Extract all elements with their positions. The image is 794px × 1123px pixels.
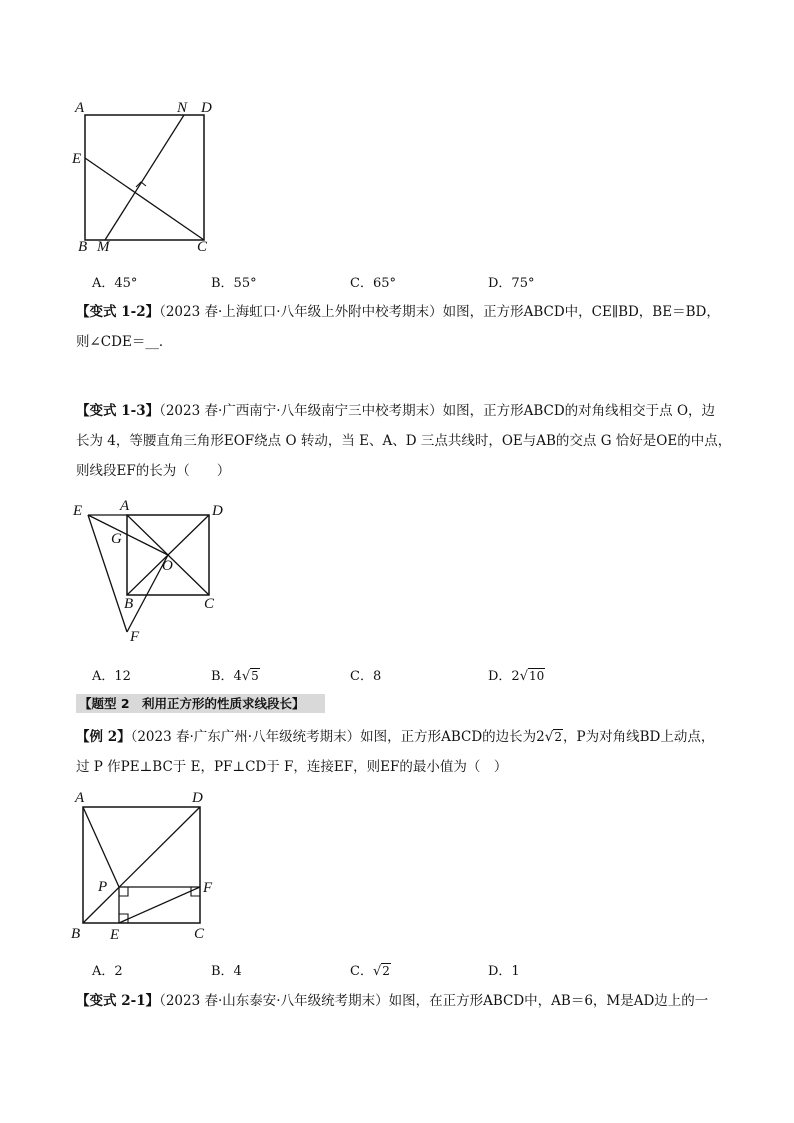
variant-1-2-text: （2023 春·上海虹口·八年级上外附中校考期末）如图，正方形ABCD中，CE∥BD，BE＝BD， bbox=[159, 304, 720, 320]
radical: √2 bbox=[372, 964, 390, 979]
variant-1-3-tag: 【变式 1-3】 bbox=[76, 403, 160, 419]
radicand: 2 bbox=[554, 730, 562, 744]
option-d bbox=[488, 665, 545, 684]
label-D: D bbox=[212, 503, 223, 519]
radicand: 2 bbox=[382, 964, 390, 978]
variant-1-3-text: （2023 春·广西南宁·八年级南宁三中校考期末）如图，正方形ABCD的对角线相交于点 O，边 bbox=[159, 403, 716, 419]
option-a: A．2 bbox=[92, 964, 123, 979]
figure-square-3 bbox=[70, 786, 230, 946]
example-2-line1 bbox=[76, 728, 714, 746]
option-d-text: D．2 bbox=[488, 669, 520, 684]
label-C: C bbox=[197, 239, 208, 255]
variant-1-2-line1 bbox=[76, 303, 720, 321]
label-C: C bbox=[194, 926, 205, 942]
label-B: B bbox=[71, 926, 81, 942]
variant-2-1-text: （2023 春·山东泰安·八年级统考期末）如图，在正方形ABCD中，AB＝6，M是AD边上的一 bbox=[159, 993, 709, 1009]
section-heading: 【题型 2 利用正方形的性质求线段长】 bbox=[76, 694, 325, 713]
radical: √10 bbox=[519, 669, 545, 684]
figure-square-1 bbox=[70, 96, 240, 256]
option-b: B．4 bbox=[211, 964, 242, 979]
radical: √2 bbox=[544, 729, 562, 745]
label-D: D bbox=[192, 790, 203, 806]
label-P: P bbox=[98, 879, 108, 895]
variant-1-3-line3: 则线段EF的长为（ ） bbox=[76, 463, 231, 479]
option-d: D．75° bbox=[488, 276, 535, 291]
variant-1-2-tag: 【变式 1-2】 bbox=[76, 304, 160, 320]
label-N: N bbox=[177, 100, 188, 116]
label-A: A bbox=[75, 790, 85, 806]
label-C: C bbox=[204, 596, 215, 612]
option-d: D．1 bbox=[488, 964, 520, 979]
radicand: 5 bbox=[251, 669, 259, 683]
label-F: F bbox=[203, 880, 213, 896]
variant-2-1-line1 bbox=[76, 992, 708, 1010]
label-M: M bbox=[97, 239, 110, 255]
label-A: A bbox=[120, 498, 130, 514]
variant-1-3-line2: 长为 4，等腰直角三角形EOF绕点 O 转动，当 E、A、D 三点共线时，OE与AB的交点 G 恰好是OE的中点， bbox=[76, 433, 732, 449]
variant-2-1-tag: 【变式 2-1】 bbox=[76, 993, 160, 1009]
label-D: D bbox=[201, 100, 212, 116]
option-c: C．8 bbox=[350, 669, 382, 684]
label-E: E bbox=[73, 503, 83, 519]
example-2-tag: 【例 2】 bbox=[76, 729, 131, 745]
option-a: A．12 bbox=[92, 669, 131, 684]
option-c bbox=[350, 960, 391, 979]
option-c-text: C． bbox=[350, 964, 373, 979]
example-2-text-a: （2023 春·广东广州·八年级统考期末）如图，正方形ABCD的边长为2 bbox=[130, 729, 545, 745]
example-2-line2: 过 P 作PE⊥BC于 E，PF⊥CD于 F，连接EF，则EF的最小值为（ ） bbox=[76, 759, 508, 775]
option-b-text: B．4 bbox=[211, 669, 242, 684]
variant-1-3-line1 bbox=[76, 402, 715, 420]
label-F: F bbox=[130, 629, 140, 645]
option-b: B．55° bbox=[211, 276, 257, 291]
label-E: E bbox=[72, 151, 82, 167]
label-O: O bbox=[162, 558, 173, 574]
option-b bbox=[211, 665, 260, 684]
label-B: B bbox=[124, 596, 134, 612]
radicand: 10 bbox=[529, 669, 545, 683]
figure-square-2 bbox=[70, 496, 240, 646]
option-c: C．65° bbox=[350, 276, 396, 291]
example-2-text-b: ，P为对角线BD上动点， bbox=[563, 729, 715, 745]
radical: √5 bbox=[241, 669, 259, 684]
label-G: G bbox=[111, 531, 122, 547]
label-A: A bbox=[75, 100, 85, 116]
variant-1-2-line2: 则∠CDE＝__． bbox=[76, 334, 173, 350]
label-B: B bbox=[78, 239, 88, 255]
option-a: A．45° bbox=[92, 276, 138, 291]
label-E: E bbox=[110, 927, 120, 943]
